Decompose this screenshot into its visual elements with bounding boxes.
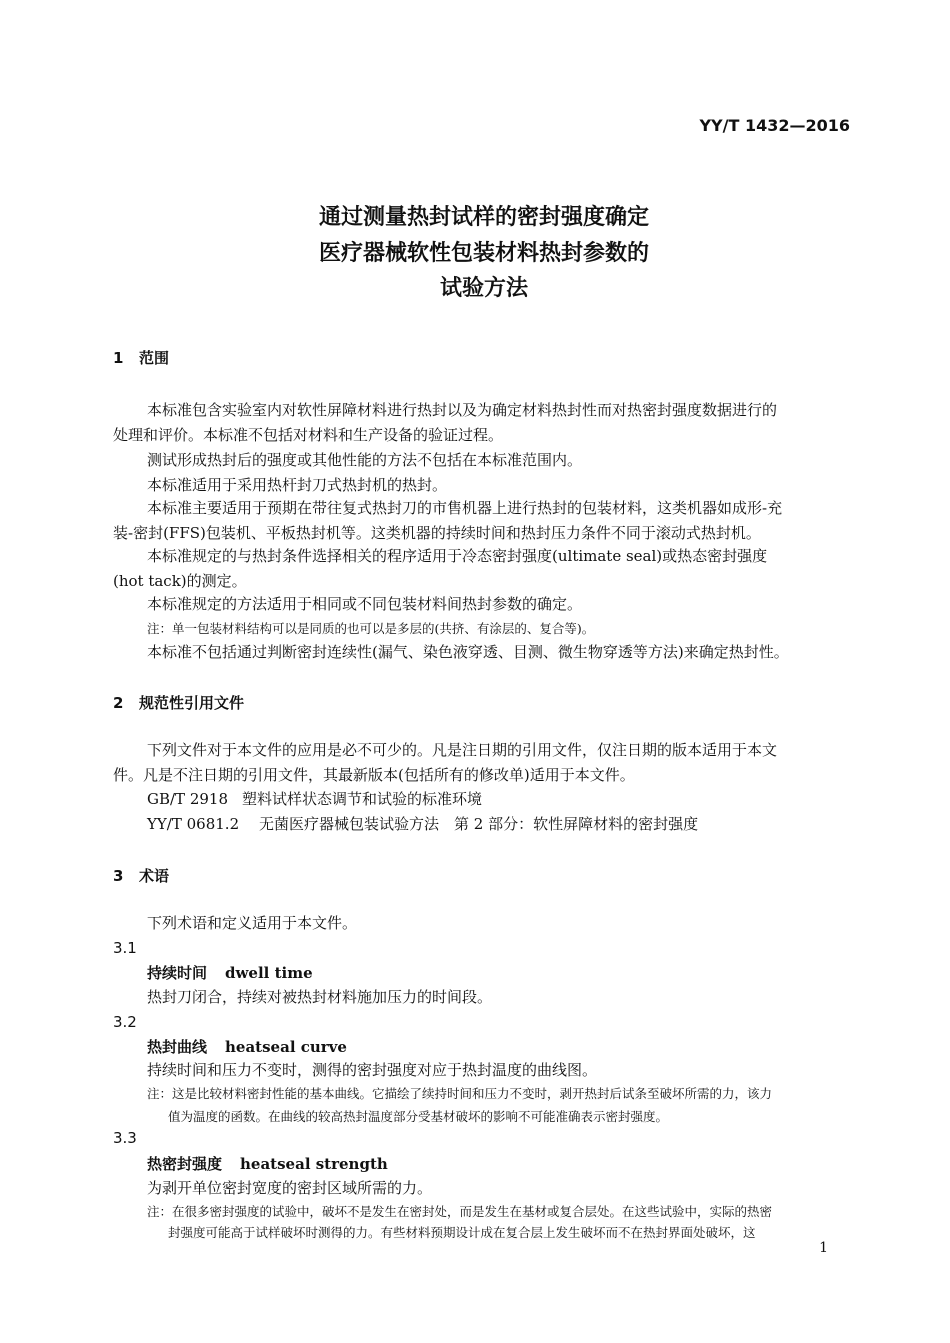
section-1-title: 范围 — [139, 349, 170, 367]
section-1-paragraph-6: 本标准规定的方法适用于相同或不同包装材料间热封参数的确定。 — [147, 595, 583, 613]
term-name-en: heatseal curve — [225, 1038, 347, 1056]
term-number: 3.3 — [113, 1129, 137, 1147]
section-1-paragraph-5-line-2: (hot tack)的测定。 — [113, 572, 247, 590]
reference-code: GB/T 2918 — [147, 790, 229, 808]
term-name — [147, 1153, 388, 1174]
normative-reference — [147, 812, 698, 837]
section-2-paragraph-1-line-2: 件。凡是不注日期的引用文件，其最新版本(包括所有的修改单)适用于本文件。 — [113, 766, 635, 784]
term-number: 3.1 — [113, 939, 137, 957]
section-3-number: 3 — [113, 867, 124, 885]
term-number: 3.2 — [113, 1013, 137, 1031]
section-1-paragraph-3: 本标准适用于采用热杆封刀式热封机的热封。 — [147, 476, 448, 494]
section-1-paragraph-5-line-1: 本标准规定的与热封条件选择相关的程序适用于冷态密封强度(ultimate seal)或热态密封强度 — [147, 547, 768, 565]
section-3-intro: 下列术语和定义适用于本文件。 — [147, 914, 358, 932]
term-definition: 为剥开单位密封宽度的密封区域所需的力。 — [147, 1179, 433, 1197]
reference-code: YY/T 0681.2 — [147, 815, 240, 833]
section-1-note: 注：单一包装材料结构可以是同质的也可以是多层的(共挤、有涂层的、复合等)。 — [147, 621, 595, 636]
section-1-paragraph-4-line-2: 装-密封(FFS)包装机、平板热封机等。这类机器的持续时间和热封压力条件不同于滚动式热封机。 — [113, 524, 761, 542]
term-name — [147, 962, 313, 983]
term-note-line-2: 值为温度的函数。在曲线的较高热封温度部分受基材破坏的影响不可能准确表示密封强度。 — [168, 1109, 669, 1124]
term-name-zh: 热封曲线 — [147, 1038, 208, 1056]
section-1-paragraph-1-line-2: 处理和评价。本标准不包括对材料和生产设备的验证过程。 — [113, 426, 504, 444]
term-note-line-1: 注：这是比较材料密封性能的基本曲线。它描绘了续持时间和压力不变时，剥开热封后试条至破坏所需的力，该力 — [147, 1086, 773, 1101]
term-name-en: dwell time — [225, 964, 313, 982]
term-name-zh: 热密封强度 — [147, 1155, 223, 1173]
section-1-heading — [113, 347, 169, 368]
term-name-zh: 持续时间 — [147, 964, 208, 982]
term-name — [147, 1036, 347, 1057]
normative-reference — [147, 787, 482, 812]
section-1-paragraph-2: 测试形成热封后的强度或其他性能的方法不包括在本标准范围内。 — [147, 451, 583, 469]
term-note-line-2: 封强度可能高于试样破坏时测得的力。有些材料预期设计成在复合层上发生破坏而不在热封界面处破坏，这 — [168, 1225, 756, 1240]
term-definition: 热封刀闭合，持续对被热封材料施加压力的时间段。 — [147, 988, 493, 1006]
term-name-en: heatseal strength — [240, 1155, 388, 1173]
section-3-heading — [113, 865, 169, 886]
section-3-title: 术语 — [139, 867, 170, 885]
section-2-heading — [113, 692, 244, 713]
section-1-paragraph-7: 本标准不包括通过判断密封连续性(漏气、染色液穿透、目测、微生物穿透等方法)来确定热封性。 — [147, 643, 789, 661]
page-number: 1 — [819, 1240, 828, 1256]
section-2-paragraph-1-line-1: 下列文件对于本文件的应用是必不可少的。凡是注日期的引用文件，仅注日期的版本适用于本文 — [147, 741, 778, 759]
section-1-number: 1 — [113, 349, 124, 367]
section-1-paragraph-4-line-1: 本标准主要适用于预期在带往复式热封刀的市售机器上进行热封的包装材料，这类机器如成形-充 — [147, 499, 783, 517]
reference-title: 无菌医疗器械包装试验方法 第 2 部分：软性屏障材料的密封强度 — [259, 815, 699, 833]
document-title-line-3: 试验方法 — [439, 276, 528, 301]
section-2-number: 2 — [113, 694, 124, 712]
section-2-title: 规范性引用文件 — [139, 694, 245, 712]
term-note-line-1: 注：在很多密封强度的试验中，破坏不是发生在密封处，而是发生在基材或复合层处。在这些试验中，实际的热密 — [147, 1204, 773, 1219]
document-title-line-1: 通过测量热封试样的密封强度确定 — [318, 205, 649, 230]
reference-title: 塑料试样状态调节和试验的标准环境 — [242, 790, 483, 808]
document-title-line-2: 医疗器械软性包装材料热封参数的 — [318, 241, 649, 266]
section-1-paragraph-1-line-1: 本标准包含实验室内对软性屏障材料进行热封以及为确定材料热封性而对热密封强度数据进行的 — [147, 401, 778, 419]
term-definition: 持续时间和压力不变时，测得的密封强度对应于热封温度的曲线图。 — [147, 1061, 598, 1079]
standard-number: YY/T 1432—2016 — [699, 116, 850, 135]
